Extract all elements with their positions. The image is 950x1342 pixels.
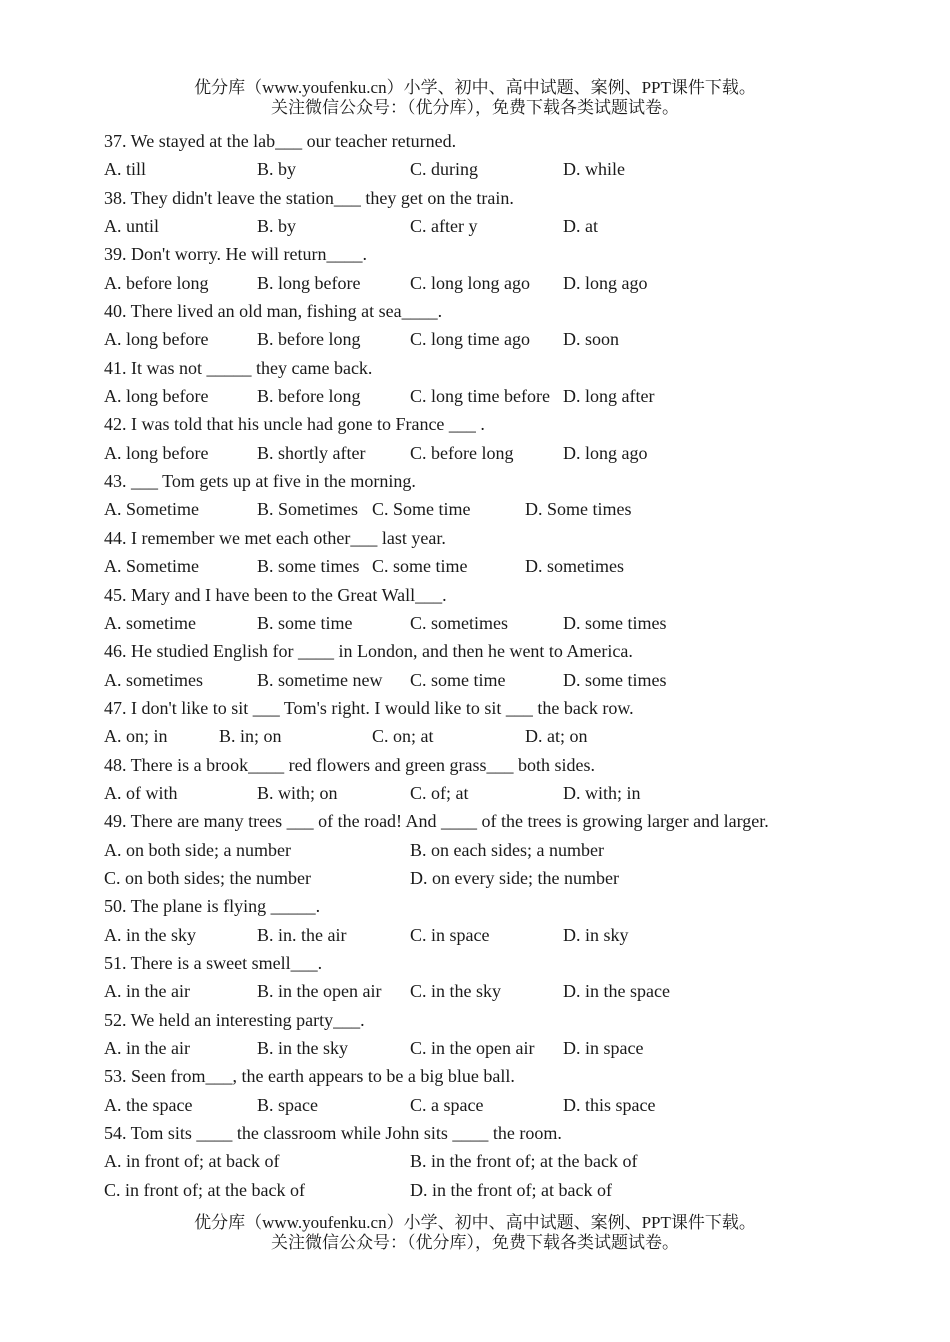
option-d: D. some times	[563, 669, 667, 690]
option-b: B. before long	[257, 386, 361, 407]
question-stem: 48. There is a brook____ red flowers and green grass___ both sides.	[104, 754, 596, 775]
option-d: D. in the space	[563, 981, 670, 1002]
option-a: A. in the air	[104, 981, 190, 1002]
option-c: C. in space	[410, 924, 490, 945]
question-stem: 49. There are many trees ___ of the road! And ____ of the trees is growing larger and larger.	[104, 811, 769, 832]
options-row	[104, 439, 924, 467]
options-row	[104, 325, 924, 353]
question-stem: 38. They didn't leave the station___ they get on the train.	[104, 187, 514, 208]
option-b: B. long before	[257, 272, 361, 293]
option-a: A. long before	[104, 442, 209, 463]
option-d: D. long ago	[563, 442, 648, 463]
option-b: B. by	[257, 216, 297, 237]
option-d: D. Some times	[525, 499, 632, 520]
option-d: D. some times	[563, 612, 667, 633]
question-stem: 46. He studied English for ____ in London, and then he went to America.	[104, 641, 633, 662]
option-d: D. at; on	[525, 726, 588, 747]
options-row	[104, 1147, 924, 1175]
options-row	[104, 977, 924, 1005]
option-a: A. Sometime	[104, 499, 199, 520]
option-c: C. in front of; at the back of	[104, 1179, 305, 1200]
question-stem: 44. I remember we met each other___ last year.	[104, 527, 446, 548]
option-b: B. by	[257, 159, 297, 180]
option-b: B. Sometimes	[257, 499, 359, 520]
header-line-1: 优分库（www.youfenku.cn）小学、初中、高中试题、案例、PPT课件下载。	[194, 78, 756, 97]
option-d: D. in space	[563, 1038, 644, 1058]
question-stem: 43. ___ Tom gets up at five in the morning.	[104, 471, 416, 492]
option-b: B. before long	[257, 329, 361, 350]
page-footer	[0, 1213, 950, 1253]
question-list	[104, 127, 924, 1204]
question-stem: 40. There lived an old man, fishing at sea____.	[104, 301, 443, 322]
options-row	[104, 609, 924, 637]
option-a: A. long before	[104, 386, 209, 407]
question-stem: 47. I don't like to sit ___ Tom's right. I would like to sit ___ the back row.	[104, 697, 634, 718]
question-stem: 42. I was told that his uncle had gone to France ___ .	[104, 414, 485, 435]
option-d: D. sometimes	[525, 556, 624, 577]
options-row	[104, 1176, 924, 1204]
option-c: C. long time ago	[410, 329, 530, 350]
option-b: B. sometime new	[257, 669, 383, 690]
option-c: C. after y	[410, 216, 478, 237]
option-c: C. Some time	[372, 499, 471, 520]
option-a: A. on; in	[104, 726, 168, 747]
options-row	[104, 666, 924, 694]
question-stem: 41. It was not _____ they came back.	[104, 357, 373, 378]
option-c: C. on both sides; the number	[104, 867, 311, 888]
option-a: A. in the sky	[104, 924, 196, 945]
option-a: A. before long	[104, 272, 209, 293]
options-row	[104, 155, 924, 183]
options-row	[104, 921, 924, 949]
option-c: C. a space	[410, 1094, 484, 1115]
option-a: A. long before	[104, 329, 209, 350]
option-b: B. in the front of; at the back of	[410, 1151, 638, 1172]
option-b: B. some time	[257, 612, 353, 633]
option-a: A. in the air	[104, 1038, 190, 1058]
question-stem: 51. There is a sweet smell___.	[104, 952, 323, 973]
option-a: A. Sometime	[104, 556, 199, 577]
option-c: C. before long	[410, 442, 514, 463]
option-d: D. with; in	[563, 782, 641, 803]
option-b: B. space	[257, 1094, 318, 1115]
options-row	[104, 269, 924, 297]
option-c: C. long time before	[410, 386, 550, 407]
option-a: A. till	[104, 159, 147, 180]
option-c: C. long long ago	[410, 272, 530, 293]
footer-line-1: 优分库（www.youfenku.cn）小学、初中、高中试题、案例、PPT课件下载。	[194, 1213, 756, 1232]
option-a: A. on both side; a number	[104, 839, 291, 860]
options-row	[104, 1034, 924, 1062]
option-d: D. in the front of; at back of	[410, 1179, 612, 1200]
options-row	[104, 552, 924, 580]
option-c: C. of; at	[410, 782, 469, 803]
footer-line-2: 关注微信公众号：（优分库），免费下载各类试题试卷。	[271, 1233, 679, 1252]
options-row	[104, 1091, 924, 1119]
question-stem: 52. We held an interesting party___.	[104, 1009, 365, 1030]
option-b: B. with; on	[257, 782, 338, 803]
option-c: C. sometimes	[410, 612, 508, 633]
option-b: B. in. the air	[257, 924, 347, 945]
option-a: A. sometime	[104, 612, 196, 633]
options-row	[104, 864, 924, 892]
options-row	[104, 495, 924, 523]
option-b: B. in the sky	[257, 1038, 349, 1058]
option-c: C. in the sky	[410, 981, 502, 1002]
option-c: C. on; at	[372, 726, 434, 747]
question-stem: 39. Don't worry. He will return____.	[104, 244, 368, 265]
options-row	[104, 212, 924, 240]
option-b: B. shortly after	[257, 442, 366, 463]
option-b: B. some times	[257, 556, 360, 577]
header-line-2: 关注微信公众号：（优分库），免费下载各类试题试卷。	[271, 98, 679, 117]
option-c: C. some time	[372, 556, 468, 577]
options-row	[104, 722, 924, 750]
options-row	[104, 779, 924, 807]
question-stem: 50. The plane is flying _____.	[104, 896, 321, 917]
question-stem: 45. Mary and I have been to the Great Wall___.	[104, 584, 447, 605]
option-b: B. in; on	[219, 726, 282, 747]
page-header	[0, 78, 950, 118]
option-d: D. soon	[563, 329, 620, 350]
question-stem: 53. Seen from___, the earth appears to be a big blue ball.	[104, 1066, 515, 1087]
option-a: A. the space	[104, 1094, 193, 1115]
option-c: C. in the open air	[410, 1038, 535, 1058]
option-d: D. in sky	[563, 924, 629, 945]
option-a: A. until	[104, 216, 160, 237]
question-stem: 37. We stayed at the lab___ our teacher returned.	[104, 131, 457, 151]
option-a: A. in front of; at back of	[104, 1151, 280, 1172]
option-d: D. while	[563, 159, 625, 180]
option-c: C. during	[410, 159, 479, 180]
options-row	[104, 382, 924, 410]
option-d: D. long ago	[563, 272, 648, 293]
option-d: D. on every side; the number	[410, 867, 619, 888]
option-d: D. long after	[563, 386, 655, 407]
option-b: B. on each sides; a number	[410, 839, 604, 860]
option-c: C. some time	[410, 669, 506, 690]
option-a: A. of with	[104, 782, 178, 803]
question-stem: 54. Tom sits ____ the classroom while John sits ____ the room.	[104, 1123, 562, 1144]
option-d: D. this space	[563, 1094, 656, 1115]
options-row	[104, 836, 924, 864]
option-a: A. sometimes	[104, 669, 203, 690]
option-b: B. in the open air	[257, 981, 382, 1002]
option-d: D. at	[563, 216, 598, 237]
